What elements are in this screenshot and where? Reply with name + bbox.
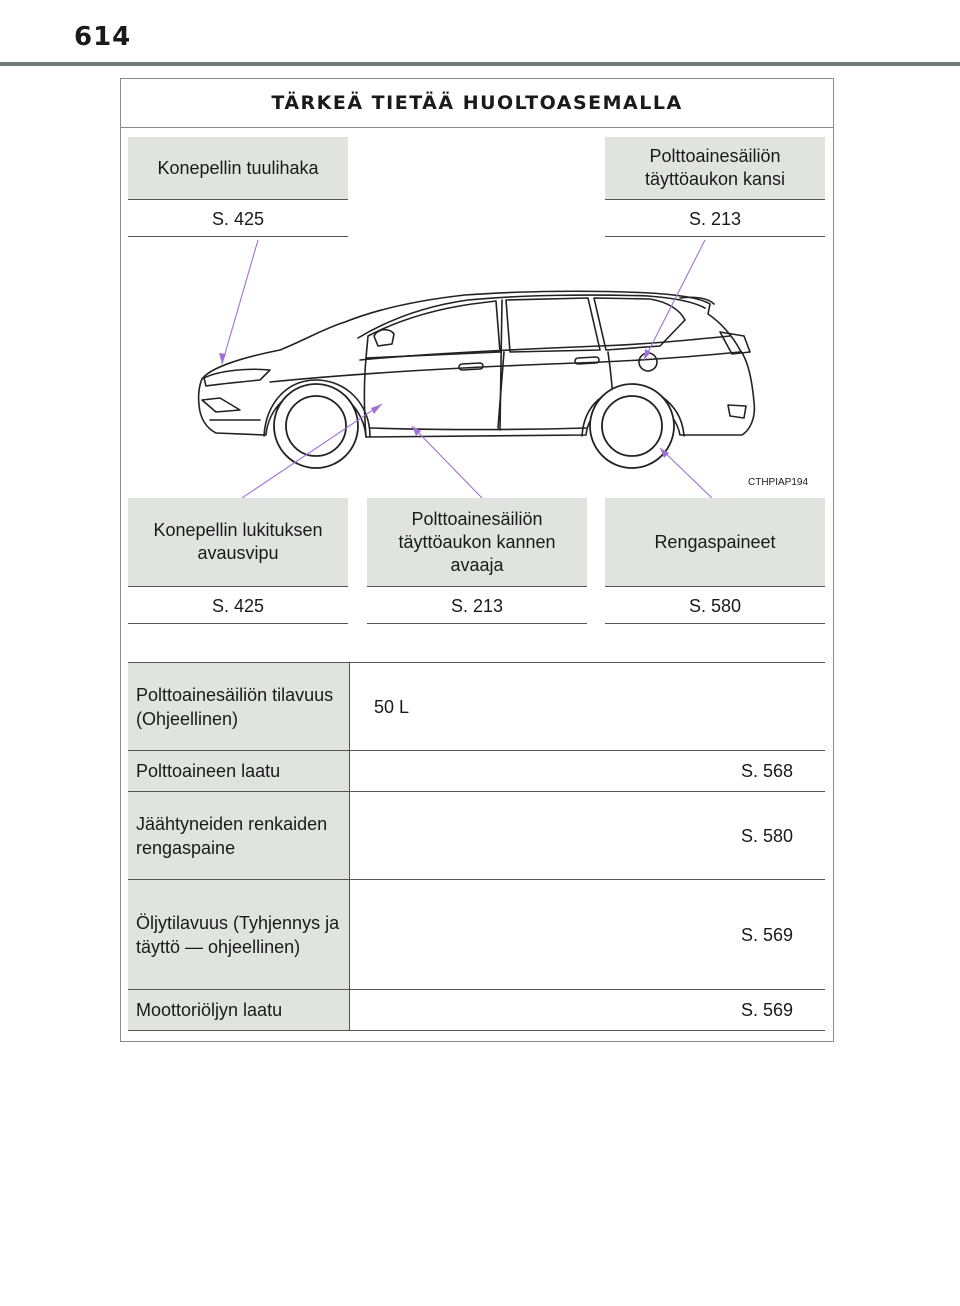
table-row xyxy=(128,880,825,990)
callout-hood-release xyxy=(128,498,348,624)
frame-title: TÄRKEÄ TIETÄÄ HUOLTOASEMALLA xyxy=(121,79,833,128)
spec-label: Jäähtyneiden renkaiden rengaspaine xyxy=(128,792,350,880)
callout-label: Konepellin tuulihaka xyxy=(128,137,348,199)
table-row xyxy=(128,990,825,1031)
car-illustration xyxy=(120,240,834,498)
callout-label: Polttoainesäiliön täyttöaukon kannen avaaja xyxy=(367,498,587,586)
callout-hood-support xyxy=(128,137,348,237)
header-rule xyxy=(0,62,960,66)
callout-fuel-door-opener xyxy=(367,498,587,624)
callout-label: Rengaspaineet xyxy=(605,498,825,586)
callout-fuel-door xyxy=(605,137,825,237)
callout-label: Konepellin lukituksen avausvipu xyxy=(128,498,348,586)
callout-page-ref: S. 213 xyxy=(367,586,587,624)
spec-value: S. 580 xyxy=(350,792,826,880)
leader-tires xyxy=(660,448,712,498)
spec-value: S. 568 xyxy=(350,751,826,792)
leader-hood-support xyxy=(222,240,258,364)
callout-label: Polttoainesäiliön täyttöaukon kansi xyxy=(605,137,825,199)
callout-page-ref: S. 213 xyxy=(605,199,825,237)
callout-page-ref: S. 425 xyxy=(128,199,348,237)
car-side-view xyxy=(120,240,834,498)
spec-value: S. 569 xyxy=(350,990,826,1031)
page-number: 614 xyxy=(74,22,132,52)
spec-table xyxy=(128,662,825,1031)
table-row xyxy=(128,751,825,792)
spec-label: Polttoainesäiliön tilavuus (Ohjeellinen) xyxy=(128,663,350,751)
callout-page-ref: S. 580 xyxy=(605,586,825,624)
callout-tire-pressure xyxy=(605,498,825,624)
spec-label: Moottoriöljyn laatu xyxy=(128,990,350,1031)
callout-page-ref: S. 425 xyxy=(128,586,348,624)
spec-label: Öljytilavuus (Tyhjennys ja täyttö — ohjeellinen) xyxy=(128,880,350,990)
image-code: CTHPIAP194 xyxy=(748,477,809,488)
spec-value: 50 L xyxy=(350,663,826,751)
spec-value: S. 569 xyxy=(350,880,826,990)
table-row xyxy=(128,663,825,751)
table-row xyxy=(128,792,825,880)
spec-label: Polttoaineen laatu xyxy=(128,751,350,792)
